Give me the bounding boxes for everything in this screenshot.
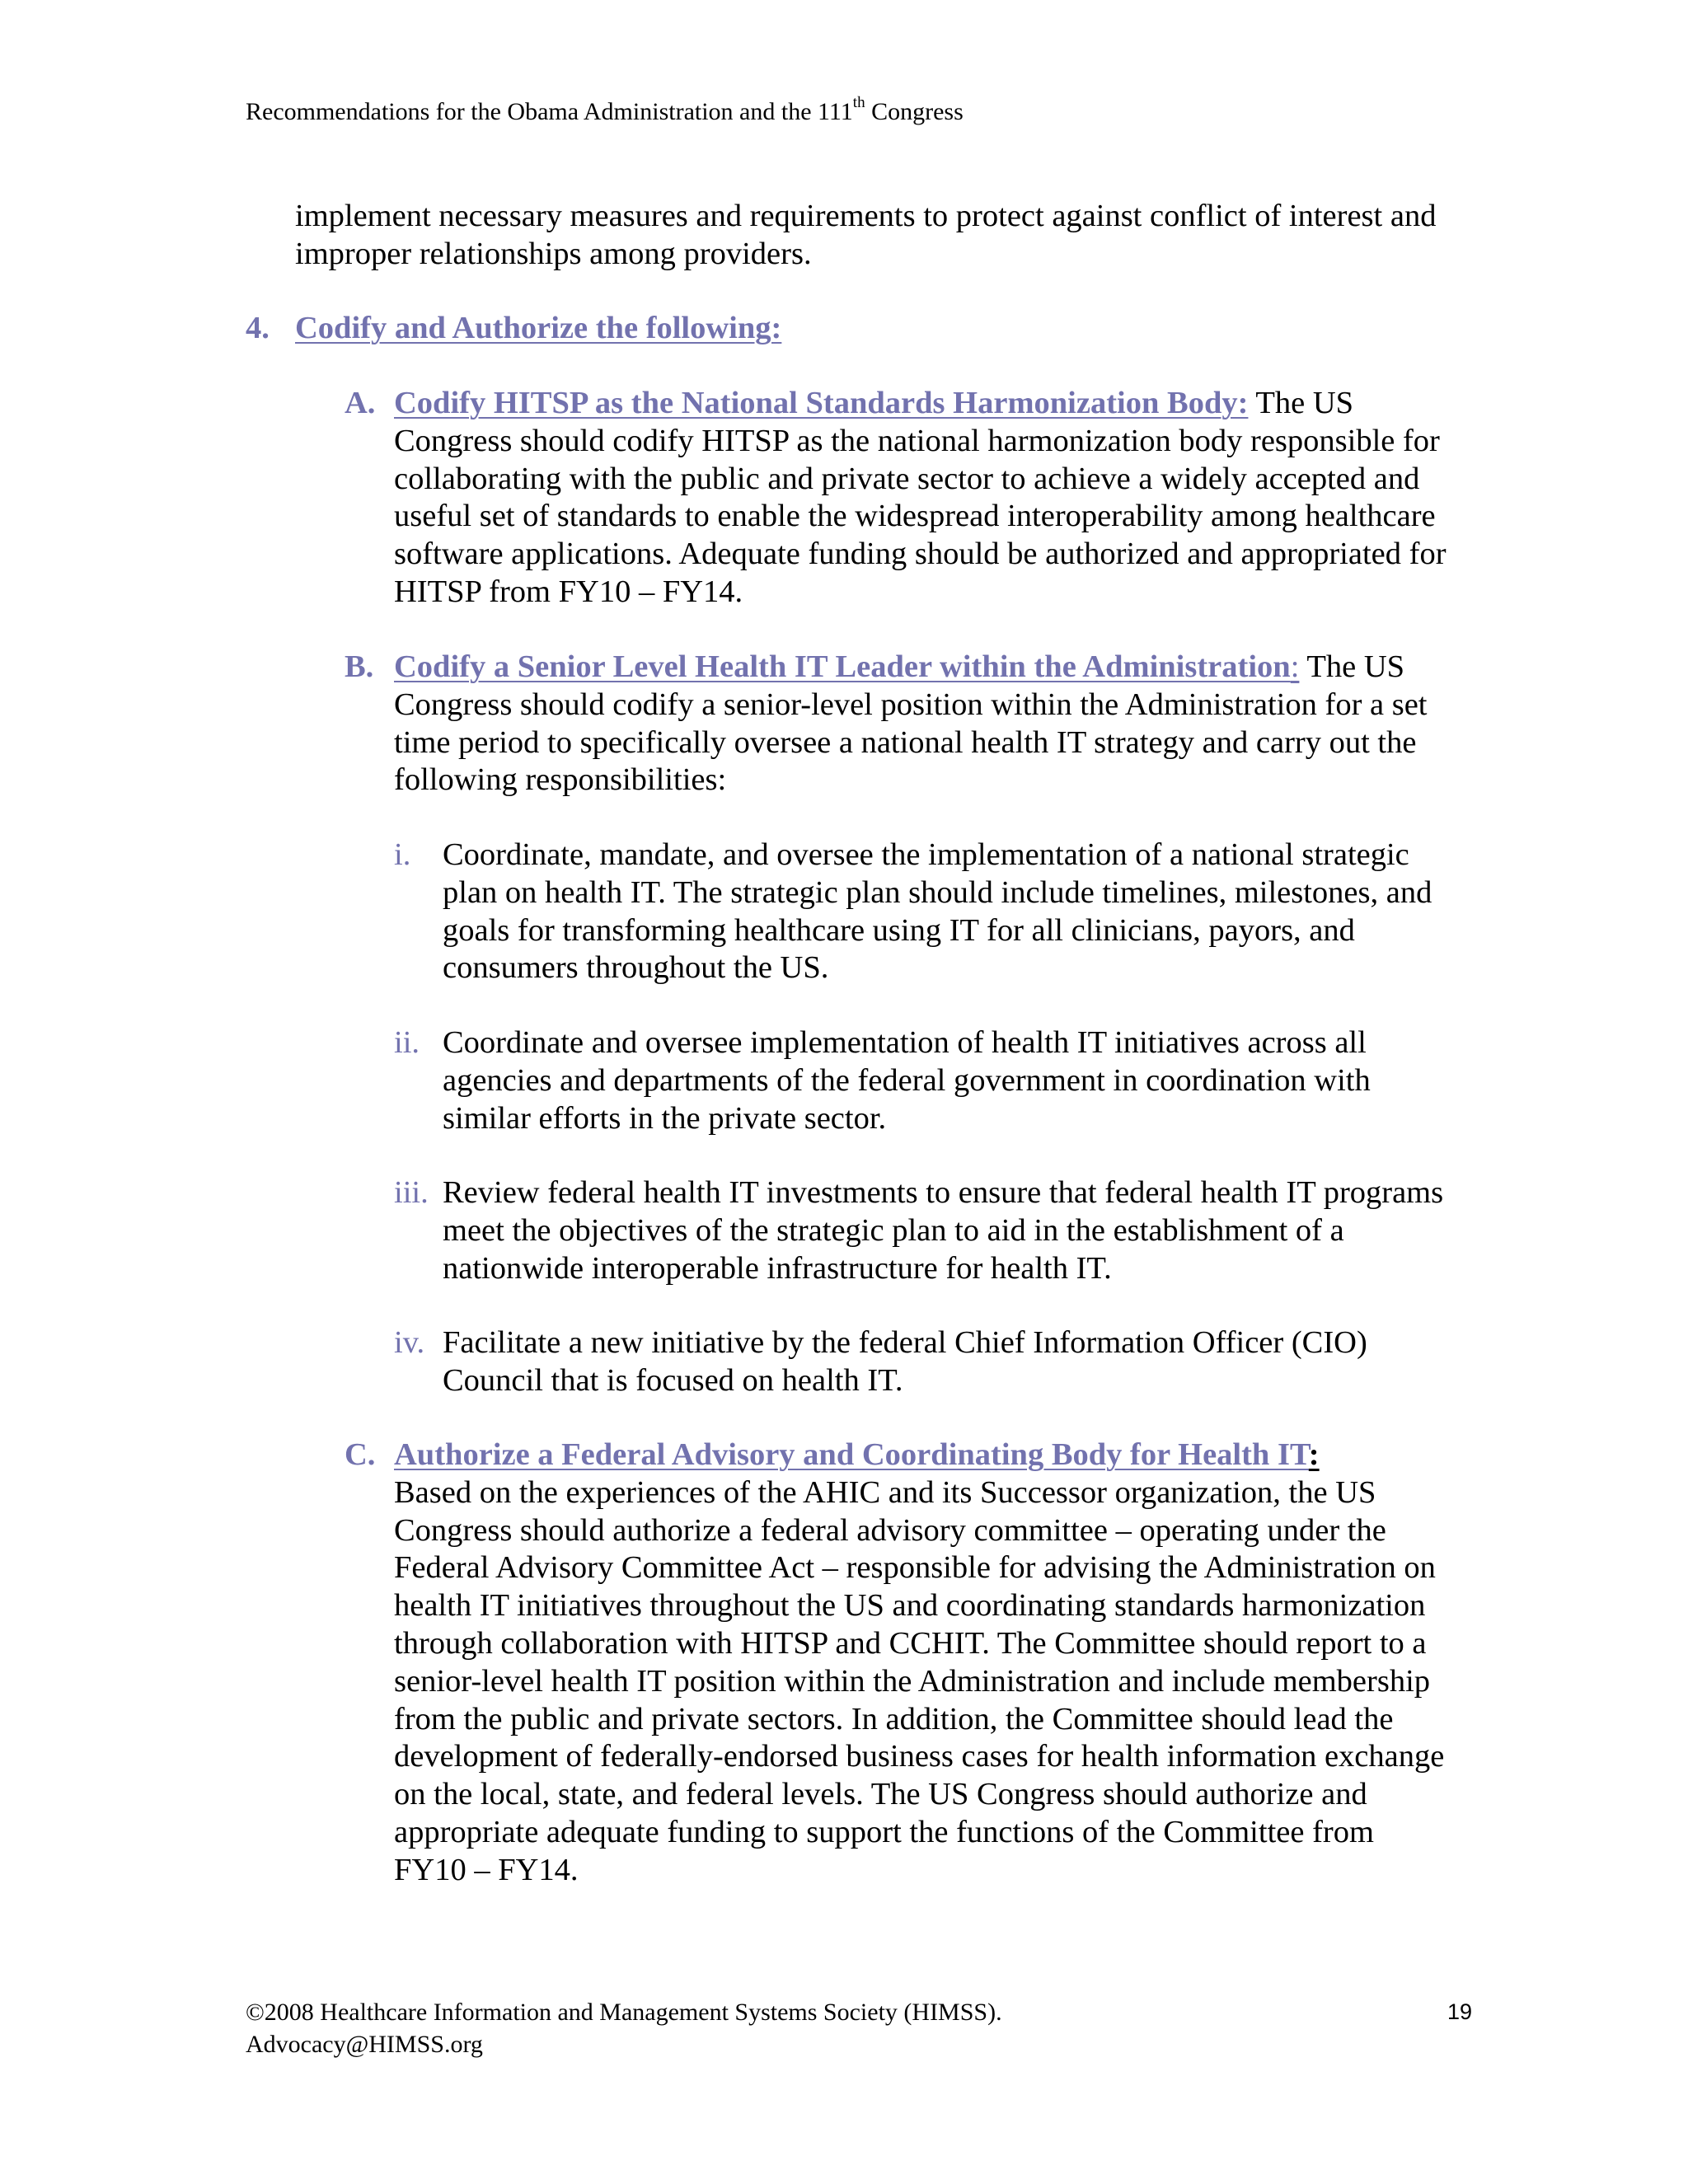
page-footer [246,1996,1002,2060]
item-label: C. [345,1437,376,1472]
sub-item-text: Coordinate and oversee implementation of health IT initiatives across all agencies and departments of the federal government in coordination with similar efforts in the private sector. [443,1025,1371,1136]
sub-item-ii [394,1024,1449,1140]
list-item-c [345,1436,1445,1898]
footer-email: Advocacy@HIMSS.org [246,2031,483,2058]
item-text: Based on the experiences of the AHIC and its Successor organization, the US Congress should authorize a federal advisory committee – operating under the Federal Advisory Committee Act – responsible for advising the Administration on health IT initiatives throughout the US and coordinating standards harmonization through collaboration with HITSP and CCHIT. The Committee should report to a senior-level health IT position within the Administration and include membership from the public and private sectors. In addition, the Committee should lead the development of federally-endorsed business cases for health information exchange on the local, state, and federal levels. The US Congress should authorize and appropriate adequate funding to support the functions of the Committee from FY10 – FY14. [394,1474,1445,1887]
section-number: 4. [246,311,270,345]
list-item-a [345,385,1447,609]
sub-item-label: i. [394,837,411,872]
running-header [246,94,964,127]
item-content [394,385,1449,612]
sub-item-iii [394,1174,1449,1290]
footer-copyright: ©2008 Healthcare Information and Management Systems Society (HIMSS). [246,1999,1002,2026]
sub-item-text: Facilitate a new initiative by the federal Chief Information Officer (CIO) Council that is focused on health IT. [443,1325,1367,1398]
section-title: Codify and Authorize the following: [295,311,782,345]
section-heading [246,310,781,348]
item-title: Codify a Senior Level Health IT Leader within the Administration [394,649,1291,684]
item-content [394,649,1449,799]
sub-item-iv [394,1324,1449,1404]
sub-item-label: iii. [394,1175,429,1210]
sub-item-label: ii. [394,1025,420,1060]
sub-item-text: Coordinate, mandate, and oversee the implementation of a national strategic plan on health IT. The strategic plan should include timelines, milestones, and goals for transforming healthcare using IT for all clinicians, payors, and consumers throughout the US. [443,837,1432,986]
item-content [394,1436,1449,1890]
item-text: The US Congress should codify HITSP as the national harmonization body responsible for collaborating with the public and private sector to achieve a widely accepted and useful set of standards to enable the widespread interoperability among healthcare software applications. Adequate funding should be authorized and appropriated for HITSP from FY10 – FY14. [394,386,1447,609]
item-title: Authorize a Federal Advisory and Coordinating Body for Health IT [394,1437,1309,1472]
item-label: A. [345,386,376,420]
item-title-colon: : [1308,1437,1320,1472]
sub-item-text: Review federal health IT investments to ensure that federal health IT programs meet the objectives of the strategic plan to aid in the establishment of a nationwide interoperable infrastructure for health IT. [443,1175,1444,1286]
list-item-b [345,649,1441,805]
intro-paragraph: implement necessary measures and requirements to protect against conflict of interest and improper relationships among providers. [295,199,1437,271]
sub-item-label: iv. [394,1325,425,1360]
item-label: B. [345,649,374,684]
header-suffix: Congress [865,98,964,125]
header-superscript: th [852,94,865,111]
item-title-colon: : [1290,649,1300,684]
header-prefix: Recommendations for the Obama Administration and the 111 [246,98,853,125]
page-number: 19 [1447,1999,1473,2024]
item-title: Codify HITSP as the National Standards Harmonization Body: [394,386,1249,420]
sub-item-i [394,837,1449,993]
item-text: The US Congress should codify a senior-level position within the Administration for a set time period to specifically oversee a national health IT strategy and carry out the following responsibilities: [394,649,1428,798]
